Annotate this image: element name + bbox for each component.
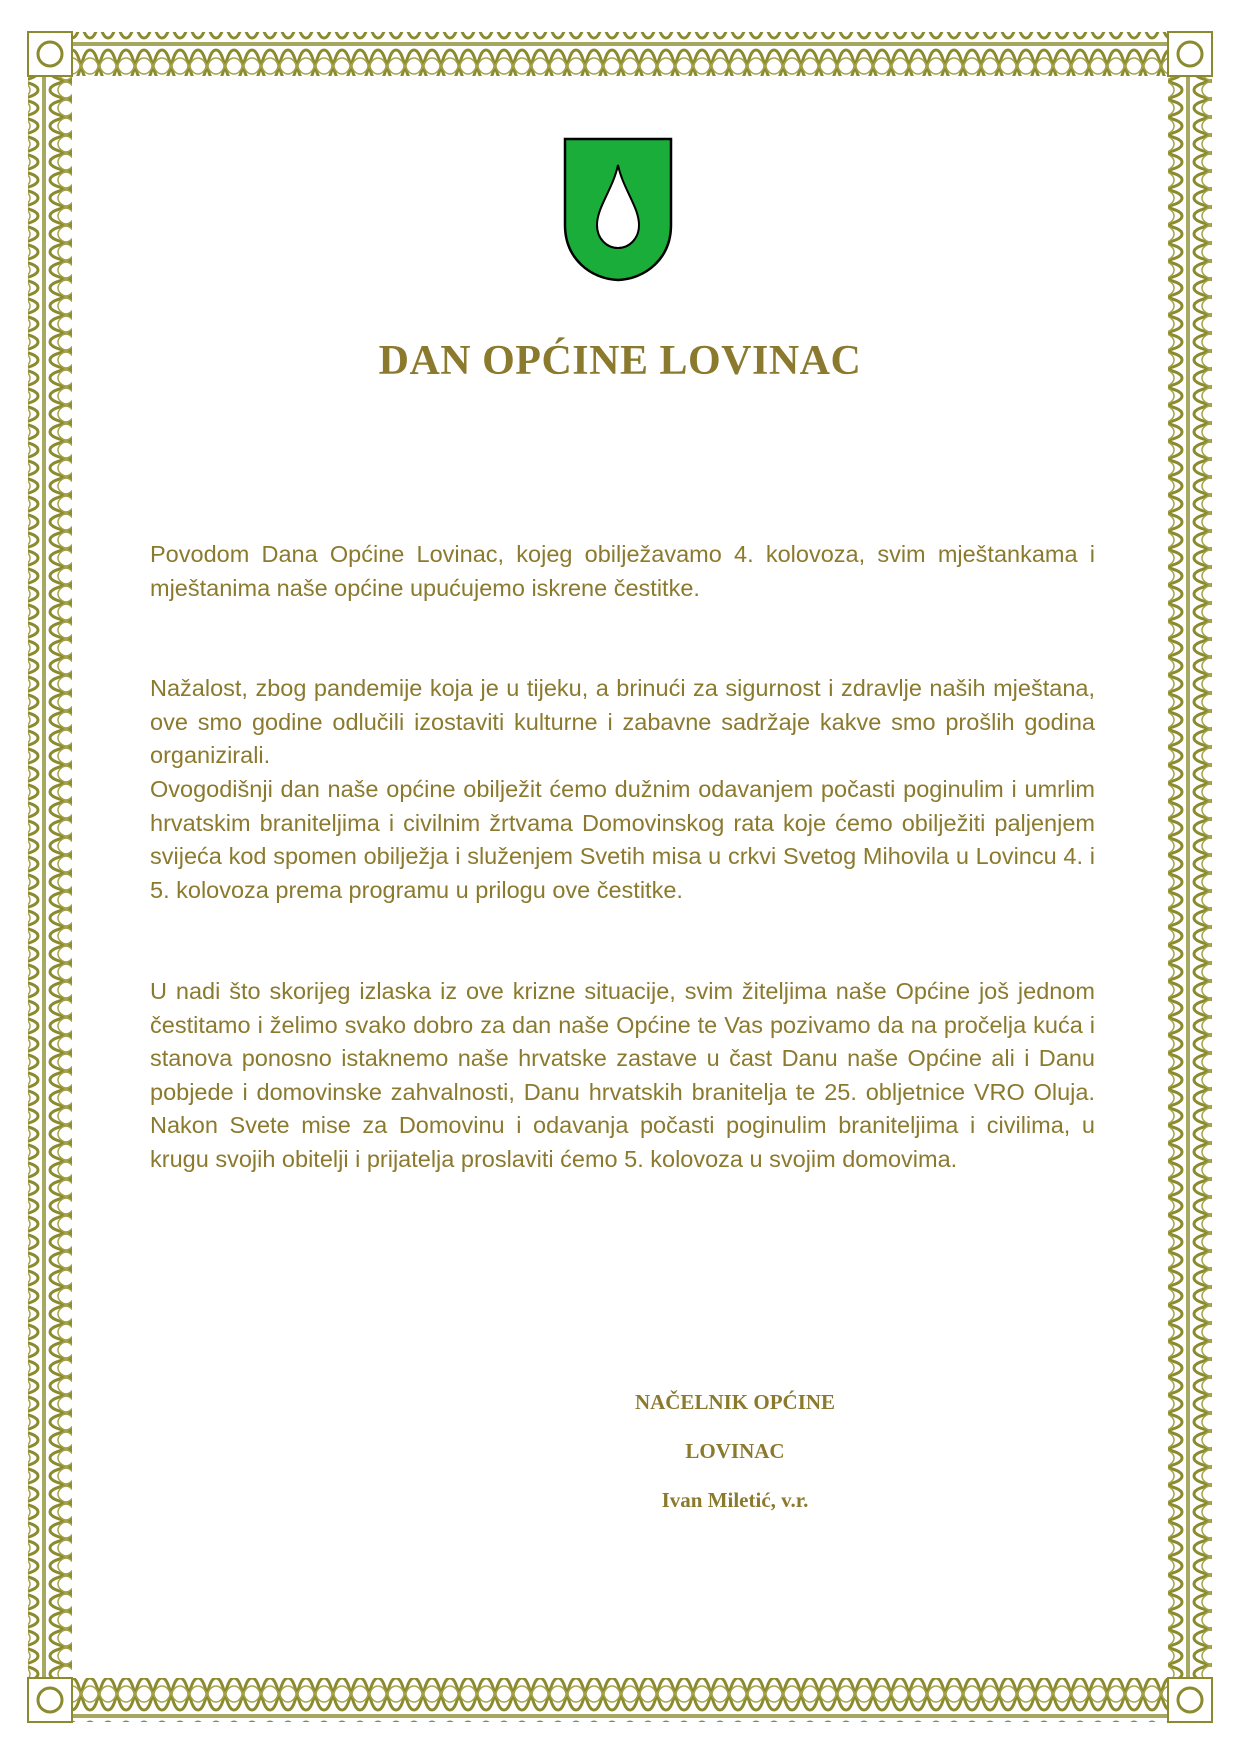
commemoration-paragraph: Ovogodišnji dan naše općine obilježit ćemo dužnim odavanjem počasti poginulim i umrlim hrvatskim braniteljima i civilnim žrtvama Domovinskog rata koje ćemo obilježiti paljenjem svijeća kod spomen obilježja i služenjem Svetih misa u crkvi Svetog Mihovila u Lovincu 4. i 5. kolovoza prema programu u prilogu ove čestitke. [150, 776, 1095, 903]
drop-shield-icon [563, 137, 673, 282]
invitation-paragraph: U nadi što skorijeg izlaska iz ove krizne situacije, svim žiteljima naše Općine još jednom čestitamo i želimo svako dobro za dan naše Općine te Vas pozivamo da na pročelja kuća i stanova ponosno istaknemo naše hrvatske zastave u čast Danu naše Općine ali i Danu pobjede i domovinske zahvalnosti, Danu hrvatskih branitelja te 25. obljetnice VRO Oluja. Nakon Svete mise za Domovinu i odavanja počasti poginulim braniteljima i civilima, u krugu svojih obitelji i prijatelja proslaviti ćemo 5. kolovoza u svojim domovima. [150, 978, 1095, 1172]
signature-name: Ivan Miletić, v.r. [661, 1488, 809, 1512]
signature-municipality: LOVINAC [685, 1439, 785, 1463]
greeting-paragraph: Povodom Dana Općine Lovinac, kojeg obilježavamo 4. kolovoza, svim mještankama i mještanima naše općine upućujemo iskrene čestitke. [150, 541, 1095, 601]
signature-title: NAČELNIK OPĆINE [634, 1390, 836, 1414]
page-title: DAN OPĆINE LOVINAC [378, 338, 862, 384]
pandemic-paragraph: Nažalost, zbog pandemije koja je u tijeku, a brinući za sigurnost i zdravlje naših mještana, ove smo godine odlučili izostaviti kulturne i zabavne sadržaje kakve smo prošlih godina organizirali. [150, 675, 1095, 768]
